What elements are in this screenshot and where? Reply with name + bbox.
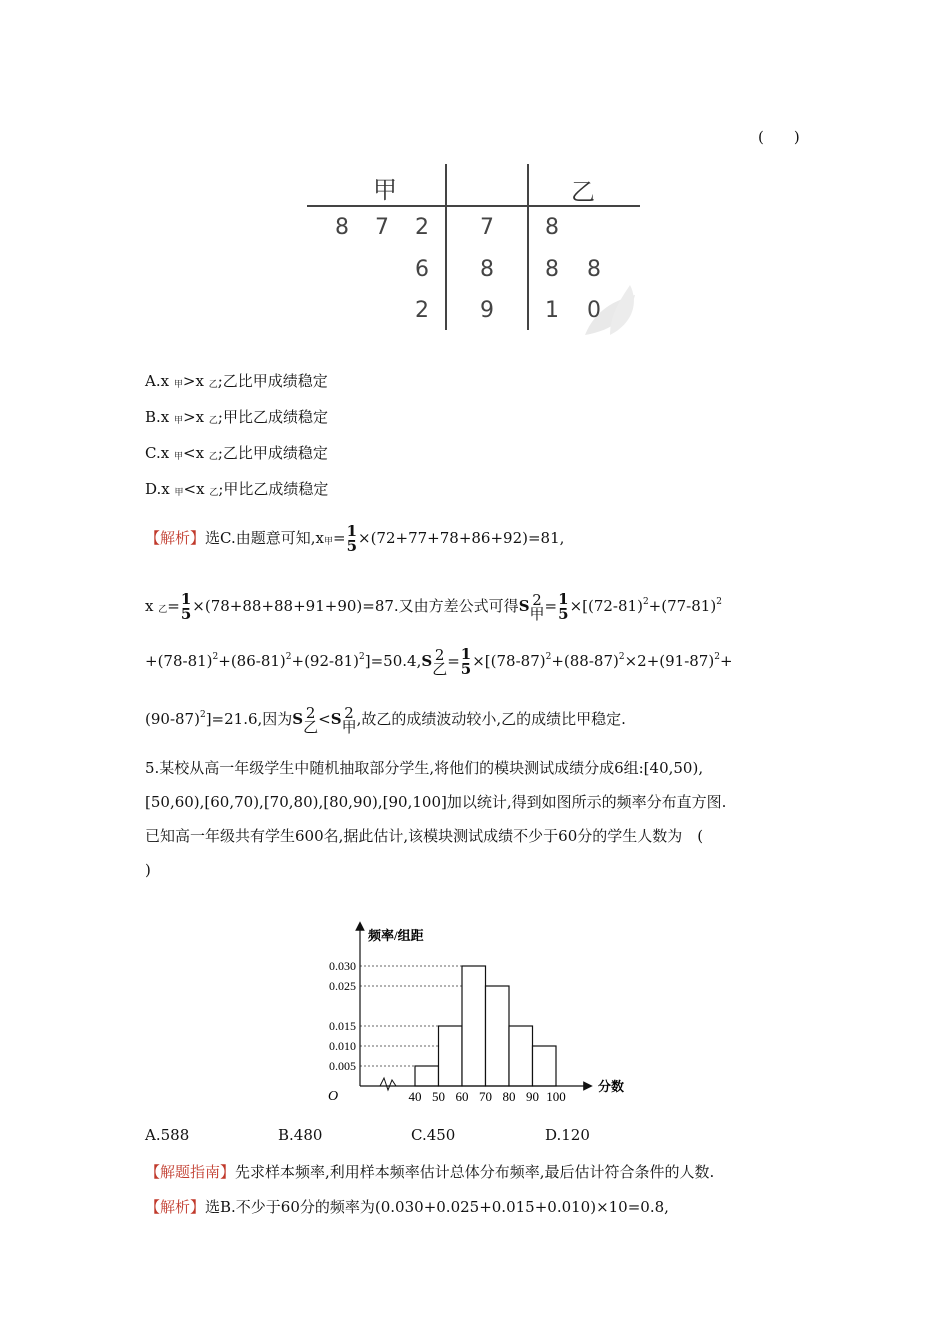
leaf-watermark-icon (575, 280, 645, 340)
leaf-right: 1 (545, 298, 559, 323)
y-tick-label: 0.025 (329, 979, 356, 993)
guide-tag: 【解题指南】 (145, 1163, 236, 1181)
leaf-left: 2 (415, 215, 429, 240)
x-tick-label: 90 (526, 1089, 539, 1104)
q5-line1: 5.某校从高一年级学生中随机抽取部分学生,将他们的模块测试成绩分成6组:[40,50), (145, 759, 704, 777)
q5-line3: 已知高一年级共有学生600名,据此估计,该模块测试成绩不少于60分的学生人数为 ( (145, 827, 704, 845)
option-c: C.x 甲<x 乙;乙比甲成绩稳定 (145, 444, 328, 462)
x-tick-label: 60 (455, 1089, 469, 1104)
histogram-bar (533, 1046, 557, 1086)
solution-tag: 【解析】 (145, 1198, 206, 1216)
option-a: A.x 甲>x 乙;乙比甲成绩稳定 (145, 372, 328, 390)
solution-tag: 【解析】 (145, 529, 206, 547)
q5-option-d: D.120 (545, 1126, 590, 1144)
x-tick-label: 40 (408, 1089, 422, 1104)
leaf-left: 6 (415, 257, 429, 282)
fraction: 1 5 (460, 645, 472, 678)
fraction: 1 5 (180, 590, 192, 623)
leaf-left: 8 (335, 215, 349, 240)
x-tick-label: 70 (479, 1089, 492, 1104)
histogram-bar (486, 986, 510, 1086)
stem-leaf-plot (305, 160, 645, 340)
histogram-bar (462, 966, 486, 1086)
axis-break-icon (380, 1078, 396, 1090)
q4-solution-line2: x 乙= 1 5 ×(78+88+88+91+90)=87.又由方差公式可得S 2 甲 = 1 5 $\times[(72-81)^2+(77-81)^2$ (145, 590, 722, 623)
q4-solution-line1: 【解析】选C.由题意可知,x甲= 1 5 ×(72+77+78+86+92)=81, (145, 522, 565, 555)
stem-value: 7 (480, 215, 494, 240)
histogram-bar (415, 1066, 439, 1086)
q5-solution: 【解析】选B.不少于60分的频率为(0.030+0.025+0.015+0.010)×10=0.8, (145, 1198, 669, 1216)
option-b: B.x 甲>x 乙;甲比乙成绩稳定 (145, 408, 328, 426)
stem-value: 8 (480, 257, 494, 282)
option-d: D.x 甲<x 乙;甲比乙成绩稳定 (145, 480, 329, 498)
y-axis-label: 频率/组距 (368, 928, 424, 943)
x-tick-label: 80 (502, 1089, 516, 1104)
q4-solution-line3: $+(78-81)^2+(86-81)^2+(92-81)^2]=50.4,S$ 2 乙 = 1 5 $\times[(78-87)^2+(88-87)^2\times 2+(91-87)^2+$ (145, 645, 733, 678)
stem-value: 9 (480, 298, 494, 323)
frequency-histogram (310, 918, 650, 1108)
fraction: 1 5 (346, 522, 357, 555)
leaf-right: 8 (545, 257, 559, 282)
x-tick-label: 100 (546, 1089, 566, 1104)
q5-option-a: A.588 (145, 1126, 190, 1144)
left-header: 甲 (373, 176, 397, 204)
y-tick-label: 0.015 (329, 1019, 356, 1033)
y-tick-label: 0.005 (329, 1059, 356, 1073)
leaf-right: 8 (545, 215, 559, 240)
leaf-right: 0 (587, 298, 601, 323)
origin-label: O (328, 1089, 339, 1104)
leaf-left: 2 (415, 298, 429, 323)
q5-option-c: C.450 (411, 1126, 456, 1144)
leaf-left: 7 (375, 215, 389, 240)
q5-guide: 【解题指南】先求样本频率,利用样本频率估计总体分布频率,最后估计符合条件的人数. (145, 1163, 715, 1181)
histogram-bar (509, 1026, 533, 1086)
answer-paren: ( ) (758, 128, 800, 146)
fraction: 1 5 (558, 590, 569, 623)
y-tick-label: 0.030 (329, 959, 356, 973)
q5-line2: [50,60),[60,70),[70,80),[80,90),[90,100]加以统计,得到如图所示的频率分布直方图. (145, 793, 727, 811)
leaf-right: 8 (587, 257, 601, 282)
q4-solution-line4: $(90-87)^2]=21.6$,因为S 2 乙 <S 2 甲 ,故乙的成绩波动较小,乙的成绩比甲稳定. (145, 704, 626, 736)
right-header: 乙 (571, 178, 595, 206)
q5-line4: ) (145, 861, 151, 879)
histogram-bar (439, 1026, 463, 1086)
q5-option-b: B.480 (278, 1126, 323, 1144)
x-tick-label: 50 (432, 1089, 445, 1104)
y-tick-label: 0.010 (329, 1039, 356, 1053)
x-axis-label: 分数 (598, 1079, 625, 1094)
